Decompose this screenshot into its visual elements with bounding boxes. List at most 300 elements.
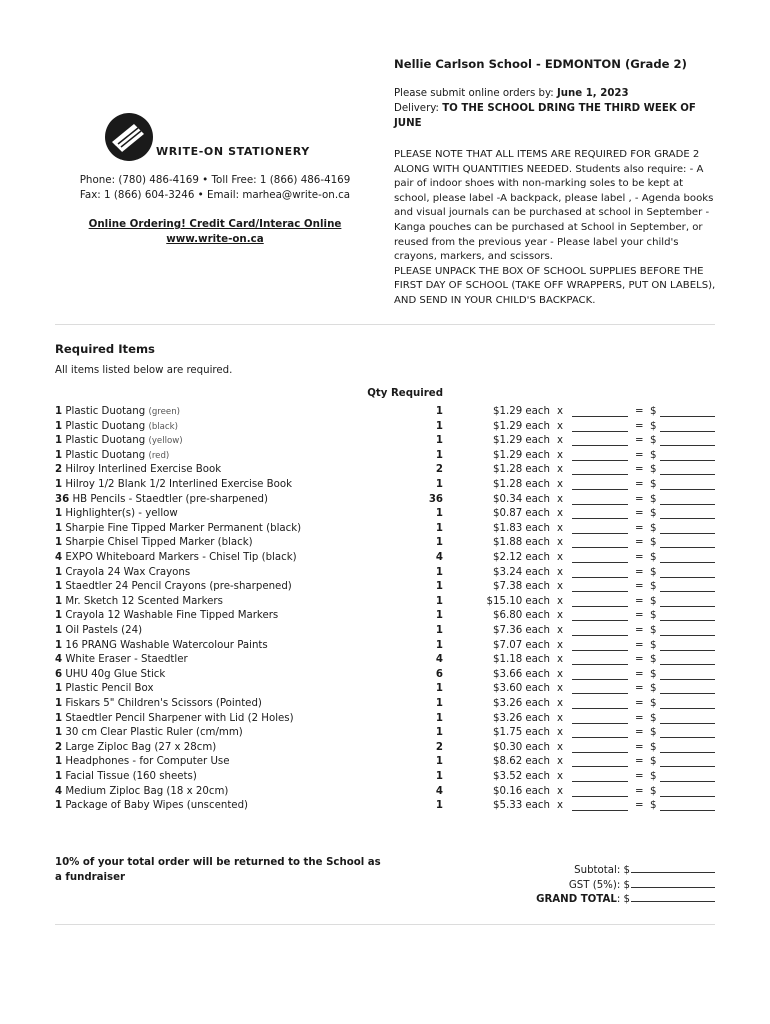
quantity-blank[interactable]: [572, 697, 628, 709]
amount-blank[interactable]: [660, 507, 715, 519]
times-symbol: x: [557, 508, 564, 520]
gst-blank[interactable]: [631, 877, 715, 888]
contact-fax-email: Fax: 1 (866) 604-3246 • Email: marhea@write-on.ca: [79, 189, 351, 201]
amount-blank[interactable]: [660, 624, 715, 636]
equals-symbol: =: [635, 493, 644, 505]
amount-blank[interactable]: [660, 668, 715, 680]
item-name-cell: [55, 726, 243, 741]
equals-symbol: =: [635, 522, 644, 534]
section-heading: Required Items: [55, 342, 155, 356]
times-symbol: x: [557, 435, 564, 447]
item-price: $8.62 each: [493, 756, 550, 768]
item-qty: 4: [435, 785, 443, 797]
quantity-blank[interactable]: [572, 478, 628, 490]
quantity-blank[interactable]: [572, 639, 628, 651]
item-count: 1: [55, 522, 63, 534]
item-name: Fiskars 5" Children's Scissors (Pointed): [65, 698, 262, 709]
item-price: $2.12 each: [493, 552, 550, 563]
quantity-blank[interactable]: [572, 799, 628, 811]
amount-blank[interactable]: [660, 449, 715, 461]
amount-blank[interactable]: [660, 551, 715, 563]
item-count: 1: [55, 420, 63, 432]
quantity-blank[interactable]: [572, 741, 628, 753]
item-row: [0, 624, 770, 639]
item-count: 1: [55, 595, 63, 607]
item-price: $3.60 each: [493, 683, 550, 695]
item-name: UHU 40g Glue Stick: [65, 668, 166, 680]
item-row: [0, 522, 770, 537]
item-count: 2: [55, 464, 63, 476]
times-symbol: x: [557, 785, 564, 797]
item-row: [0, 507, 770, 522]
quantity-blank[interactable]: [572, 449, 628, 461]
quantity-blank[interactable]: [572, 434, 628, 446]
item-count: 4: [55, 654, 63, 666]
equals-symbol: =: [635, 566, 644, 578]
quantity-blank[interactable]: [572, 785, 628, 797]
amount-blank[interactable]: [660, 595, 715, 607]
quantity-blank[interactable]: [572, 609, 628, 621]
item-price: $1.29 each: [493, 406, 550, 417]
website-link[interactable]: www.write-on.ca: [166, 233, 264, 245]
times-symbol: x: [557, 683, 564, 695]
quantity-blank[interactable]: [572, 580, 628, 592]
amount-blank[interactable]: [660, 653, 715, 665]
times-symbol: x: [557, 727, 564, 739]
item-qty: 1: [435, 595, 443, 607]
item-qty: 1: [435, 800, 443, 812]
times-symbol: x: [557, 595, 564, 607]
grand-total-line: [470, 891, 715, 908]
amount-blank[interactable]: [660, 566, 715, 578]
quantity-blank[interactable]: [572, 493, 628, 505]
equals-symbol: =: [635, 785, 644, 797]
item-row: [0, 712, 770, 727]
amount-blank[interactable]: [660, 493, 715, 505]
item-count: 1: [55, 771, 63, 782]
item-name-cell: [55, 624, 142, 639]
item-price: $3.26 each: [493, 712, 550, 724]
item-row: [0, 420, 770, 435]
item-qty: 1: [435, 625, 443, 636]
item-qty: 36: [428, 493, 443, 505]
delivery-info: [394, 102, 719, 131]
times-symbol: x: [557, 771, 564, 782]
item-name-cell: [55, 799, 248, 814]
quantity-blank[interactable]: [572, 463, 628, 475]
equals-symbol: =: [635, 420, 644, 432]
item-price: $0.34 each: [493, 493, 550, 505]
item-count: 1: [55, 449, 63, 461]
item-count: 1: [55, 435, 63, 447]
equals-symbol: =: [635, 683, 644, 695]
dollar-symbol: $: [650, 537, 657, 549]
item-name: 30 cm Clear Plastic Ruler (cm/mm): [65, 727, 243, 739]
quantity-blank[interactable]: [572, 624, 628, 636]
item-name: Plastic Duotang: [65, 435, 149, 447]
item-name-cell: [55, 536, 253, 551]
equals-symbol: =: [635, 406, 644, 417]
item-name: Crayola 24 Wax Crayons: [65, 566, 191, 578]
amount-blank[interactable]: [660, 639, 715, 651]
times-symbol: x: [557, 420, 564, 432]
item-qty: 1: [435, 522, 443, 534]
item-name: Plastic Duotang: [65, 449, 149, 461]
item-row: [0, 726, 770, 741]
item-qty: 1: [435, 610, 443, 622]
quantity-blank[interactable]: [572, 566, 628, 578]
item-name-cell: [55, 478, 292, 493]
equals-symbol: =: [635, 756, 644, 768]
item-count: 1: [55, 508, 63, 520]
amount-blank[interactable]: [660, 697, 715, 709]
equals-symbol: =: [635, 581, 644, 593]
item-qty: 4: [435, 654, 443, 666]
equals-symbol: =: [635, 698, 644, 709]
item-qty: 1: [435, 435, 443, 447]
times-symbol: x: [557, 741, 564, 753]
quantity-blank[interactable]: [572, 755, 628, 767]
item-count: 1: [55, 566, 63, 578]
item-name: Facial Tissue (160 sheets): [65, 771, 197, 782]
item-count: 1: [55, 712, 63, 724]
item-row: [0, 785, 770, 800]
item-price: $1.75 each: [493, 727, 550, 739]
item-name: Large Ziploc Bag (27 x 28cm): [65, 741, 217, 753]
submit-deadline: [394, 87, 719, 102]
delivery-value: TO THE SCHOOL DRING THE THIRD WEEK OF JUNE: [394, 103, 696, 129]
item-row: [0, 405, 770, 420]
quantity-blank[interactable]: [572, 668, 628, 680]
amount-blank[interactable]: [660, 682, 715, 694]
equals-symbol: =: [635, 610, 644, 622]
item-count: 1: [55, 610, 63, 622]
item-name-cell: [55, 653, 188, 668]
grand-total-label: GRAND TOTAL: [536, 894, 617, 905]
item-price: $1.18 each: [493, 654, 550, 666]
item-qty: 1: [435, 639, 443, 651]
item-qty: 1: [435, 479, 443, 490]
important-note: PLEASE NOTE THAT ALL ITEMS ARE REQUIRED FOR GRADE 2 ALONG WITH QUANTITIES NEEDED. Students also require: - A pair of indoor shoes with non-marking soles to be kept at school, please label -A backpack, please label , - Agenda books and visual journals can be purchased at school in September - Kanga pouches can be purchased at School in September, or reused from the previous year - Please label your child's crayons, markers, and scissors. PLEASE UNPACK THE BOX OF SCHOOL SUPPLIES BEFORE THE FIRST DAY OF SCHOOL (TAKE OFF WRAPPERS, PUT ON LABELS), AND SEND IN YOUR CHILD'S BACKPACK.: [394, 149, 716, 306]
dollar-symbol: $: [650, 683, 657, 695]
equals-symbol: =: [635, 741, 644, 753]
item-row: [0, 741, 770, 756]
item-name-cell: [55, 434, 183, 449]
amount-blank[interactable]: [660, 405, 715, 417]
qty-column-header: Qty Required: [367, 388, 443, 399]
item-row: [0, 493, 770, 508]
amount-blank[interactable]: [660, 726, 715, 738]
item-name: Hilroy Interlined Exercise Book: [65, 464, 222, 476]
item-qty: 1: [435, 727, 443, 739]
divider: [55, 324, 715, 325]
divider-bottom: [55, 924, 715, 925]
equals-symbol: =: [635, 654, 644, 666]
item-price: $3.52 each: [493, 771, 550, 782]
amount-blank[interactable]: [660, 741, 715, 753]
item-qty: 1: [435, 537, 443, 549]
item-note: (yellow): [148, 436, 183, 447]
item-qty: 1: [435, 698, 443, 709]
amount-blank[interactable]: [660, 434, 715, 446]
item-count: 4: [55, 785, 63, 797]
delivery-label: Delivery:: [394, 103, 443, 114]
item-qty: 4: [435, 552, 443, 563]
item-name-cell: [55, 595, 223, 610]
amount-blank[interactable]: [660, 755, 715, 767]
item-name: Oil Pastels (24): [65, 625, 143, 636]
item-name: Headphones - for Computer Use: [65, 756, 230, 768]
item-qty: 1: [435, 420, 443, 432]
item-name: Staedtler Pencil Sharpener with Lid (2 Holes): [65, 712, 294, 724]
item-name: Mr. Sketch 12 Scented Markers: [65, 595, 223, 607]
quantity-blank[interactable]: [572, 551, 628, 563]
online-ordering-link[interactable]: Online Ordering! Credit Card/Interac Online: [88, 218, 342, 230]
item-qty: 1: [435, 771, 443, 782]
item-row: [0, 463, 770, 478]
amount-blank[interactable]: [660, 770, 715, 782]
item-name-cell: [55, 741, 216, 756]
school-title: Nellie Carlson School - EDMONTON (Grade 2): [394, 57, 687, 71]
item-row: [0, 434, 770, 449]
section-subtitle: All items listed below are required.: [55, 365, 233, 376]
times-symbol: x: [557, 625, 564, 636]
grand-total-suffix: : $: [616, 894, 630, 905]
equals-symbol: =: [635, 625, 644, 636]
item-qty: 6: [435, 668, 443, 680]
item-name-cell: [55, 507, 178, 522]
item-qty: 1: [435, 449, 443, 461]
item-qty: 1: [435, 581, 443, 593]
item-name-cell: [55, 551, 297, 566]
equals-symbol: =: [635, 771, 644, 782]
dollar-symbol: $: [650, 668, 657, 680]
equals-symbol: =: [635, 449, 644, 461]
dollar-symbol: $: [650, 566, 657, 578]
item-qty: 1: [435, 683, 443, 695]
item-name-cell: [55, 755, 229, 770]
dollar-symbol: $: [650, 581, 657, 593]
item-price: $1.28 each: [493, 464, 550, 476]
amount-blank[interactable]: [660, 712, 715, 724]
item-name-cell: [55, 420, 178, 435]
item-note: (black): [148, 421, 178, 432]
item-name-cell: [55, 405, 180, 420]
item-row: [0, 682, 770, 697]
amount-blank[interactable]: [660, 785, 715, 797]
item-count: 1: [55, 406, 63, 417]
times-symbol: x: [557, 406, 564, 417]
item-name: Crayola 12 Washable Fine Tipped Markers: [65, 610, 279, 622]
item-row: [0, 566, 770, 581]
item-count: 1: [55, 479, 63, 490]
times-symbol: x: [557, 610, 564, 622]
equals-symbol: =: [635, 435, 644, 447]
item-price: $1.29 each: [493, 420, 550, 432]
times-symbol: x: [557, 522, 564, 534]
dollar-symbol: $: [650, 610, 657, 622]
contact-phone: Phone: (780) 486-4169 • Toll Free: 1 (866) 486-4169: [79, 174, 351, 186]
quantity-blank[interactable]: [572, 712, 628, 724]
amount-blank[interactable]: [660, 463, 715, 475]
item-name: Staedtler 24 Pencil Crayons (pre-sharpened): [65, 581, 292, 593]
item-count: 1: [55, 625, 63, 636]
item-price: $3.24 each: [493, 566, 550, 578]
equals-symbol: =: [635, 668, 644, 680]
item-qty: 2: [435, 741, 443, 753]
item-price: $3.66 each: [493, 668, 550, 680]
quantity-blank[interactable]: [572, 405, 628, 417]
quantity-blank[interactable]: [572, 595, 628, 607]
times-symbol: x: [557, 639, 564, 651]
dollar-symbol: $: [650, 712, 657, 724]
equals-symbol: =: [635, 800, 644, 812]
item-name: Plastic Duotang: [65, 420, 149, 432]
dollar-symbol: $: [650, 741, 657, 753]
item-row: [0, 609, 770, 624]
dollar-symbol: $: [650, 698, 657, 709]
amount-blank[interactable]: [660, 580, 715, 592]
item-count: 4: [55, 552, 63, 563]
amount-blank[interactable]: [660, 522, 715, 534]
item-name-cell: [55, 493, 268, 508]
item-price: $1.88 each: [493, 537, 550, 549]
times-symbol: x: [557, 449, 564, 461]
quantity-blank[interactable]: [572, 536, 628, 548]
item-price: $1.28 each: [493, 479, 550, 490]
fundraiser-note: 10% of your total order will be returned to the School as a fundraiser: [55, 857, 381, 883]
item-count: 1: [55, 639, 63, 651]
item-count: 1: [55, 537, 63, 549]
brand-name: WRITE-ON STATIONERY: [156, 145, 310, 158]
item-name: Plastic Pencil Box: [65, 683, 154, 695]
item-row: [0, 580, 770, 595]
item-name-cell: [55, 463, 221, 478]
item-qty: 1: [435, 712, 443, 724]
quantity-blank[interactable]: [572, 522, 628, 534]
quantity-blank[interactable]: [572, 507, 628, 519]
item-name: Plastic Duotang: [65, 406, 149, 417]
item-row: [0, 653, 770, 668]
submit-date: June 1, 2023: [556, 88, 629, 99]
dollar-symbol: $: [650, 625, 657, 636]
item-qty: 1: [435, 566, 443, 578]
subtotal-label: Subtotal: $: [574, 865, 630, 876]
item-name: EXPO Whiteboard Markers - Chisel Tip (black): [65, 552, 297, 563]
equals-symbol: =: [635, 639, 644, 651]
grand-total-blank[interactable]: [631, 891, 715, 902]
item-price: $15.10 each: [486, 595, 550, 607]
times-symbol: x: [557, 493, 564, 505]
amount-blank[interactable]: [660, 420, 715, 432]
times-symbol: x: [557, 800, 564, 812]
item-price: $1.29 each: [493, 449, 550, 461]
item-count: 1: [55, 800, 63, 812]
amount-blank[interactable]: [660, 536, 715, 548]
quantity-blank[interactable]: [572, 770, 628, 782]
item-price: $1.83 each: [493, 522, 550, 534]
item-row: [0, 551, 770, 566]
item-name: Sharpie Chisel Tipped Marker (black): [65, 537, 253, 549]
item-name-cell: [55, 770, 197, 785]
item-count: 1: [55, 683, 63, 695]
quantity-blank[interactable]: [572, 653, 628, 665]
times-symbol: x: [557, 566, 564, 578]
dollar-symbol: $: [650, 479, 657, 490]
dollar-symbol: $: [650, 420, 657, 432]
dollar-symbol: $: [650, 756, 657, 768]
quantity-blank[interactable]: [572, 726, 628, 738]
item-note: (green): [148, 407, 180, 417]
item-name: 16 PRANG Washable Watercolour Paints: [65, 639, 268, 651]
dollar-symbol: $: [650, 464, 657, 476]
item-qty: 1: [435, 508, 443, 520]
item-row: [0, 449, 770, 464]
item-count: 36: [55, 493, 70, 505]
times-symbol: x: [557, 464, 564, 476]
times-symbol: x: [557, 537, 564, 549]
item-row: [0, 668, 770, 683]
item-price: $0.30 each: [493, 741, 550, 753]
item-name: Highlighter(s) - yellow: [65, 508, 178, 520]
item-row: [0, 755, 770, 770]
equals-symbol: =: [635, 464, 644, 476]
item-price: $7.36 each: [493, 625, 550, 636]
item-count: 2: [55, 741, 63, 753]
submit-label: Please submit online orders by:: [394, 88, 557, 99]
item-row: [0, 697, 770, 712]
amount-blank[interactable]: [660, 799, 715, 811]
amount-blank[interactable]: [660, 478, 715, 490]
subtotal-blank[interactable]: [631, 862, 715, 873]
dollar-symbol: $: [650, 595, 657, 607]
item-name-cell: [55, 522, 301, 537]
item-row: [0, 639, 770, 654]
item-row: [0, 595, 770, 610]
item-name-cell: [55, 697, 262, 712]
equals-symbol: =: [635, 552, 644, 563]
times-symbol: x: [557, 552, 564, 563]
company-logo: [104, 110, 334, 170]
dollar-symbol: $: [650, 654, 657, 666]
equals-symbol: =: [635, 508, 644, 520]
dollar-symbol: $: [650, 727, 657, 739]
amount-blank[interactable]: [660, 609, 715, 621]
dollar-symbol: $: [650, 508, 657, 520]
item-price: $1.29 each: [493, 435, 550, 447]
dollar-symbol: $: [650, 406, 657, 417]
item-price: $3.26 each: [493, 698, 550, 709]
equals-symbol: =: [635, 537, 644, 549]
times-symbol: x: [557, 581, 564, 593]
item-name-cell: [55, 580, 292, 595]
quantity-blank[interactable]: [572, 420, 628, 432]
quantity-blank[interactable]: [572, 682, 628, 694]
item-name-cell: [55, 566, 190, 581]
item-count: 1: [55, 581, 63, 593]
item-count: 1: [55, 756, 63, 768]
dollar-symbol: $: [650, 522, 657, 534]
item-name-cell: [55, 712, 294, 727]
dollar-symbol: $: [650, 493, 657, 505]
item-name: White Eraser - Staedtler: [65, 654, 188, 666]
dollar-symbol: $: [650, 785, 657, 797]
item-price: $7.38 each: [493, 581, 550, 593]
dollar-symbol: $: [650, 449, 657, 461]
dollar-symbol: $: [650, 552, 657, 563]
equals-symbol: =: [635, 479, 644, 490]
times-symbol: x: [557, 668, 564, 680]
